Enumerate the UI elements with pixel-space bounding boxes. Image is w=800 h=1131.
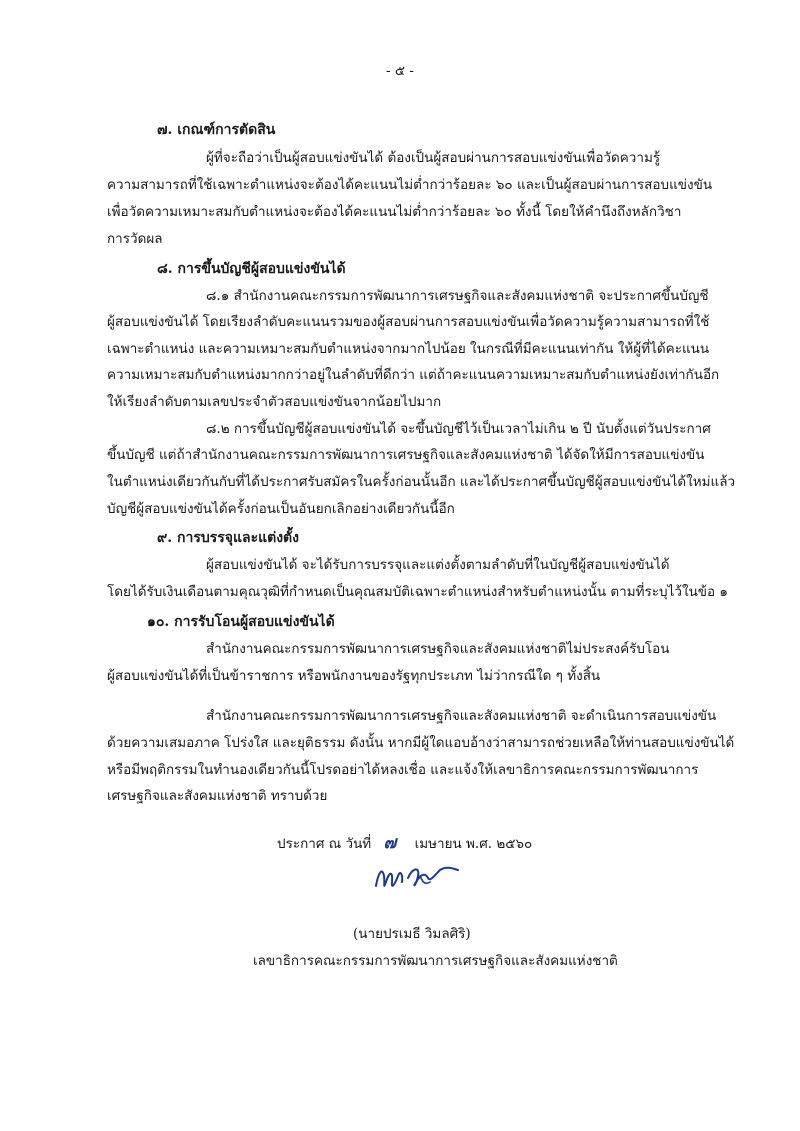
signatory-name: (นายปรเมธี วิมลศิริ)	[353, 926, 471, 942]
announcement-day: ๗	[383, 833, 397, 853]
section-7-line: ผู้ที่จะถือว่าเป็นผู้สอบแข่งขันได้ ต้องเป็นผู้สอบผ่านการสอบแข่งขันเพื่อวัดความรู้	[206, 150, 661, 166]
section-8-1-line: ผู้สอบแข่งขันได้ โดยเรียงลำดับคะแนนรวมของผู้สอบผ่านการสอบแข่งขันเพื่อวัดความรู้ความสามารถที่ใช้	[107, 314, 710, 330]
section-9-line: โดยได้รับเงินเดือนตามคุณวุฒิที่กำหนดเป็นคุณสมบัติเฉพาะตำแหน่งสำหรับตำแหน่งนั้น ตามที่ระบุไว้ในข้อ ๑	[107, 584, 728, 600]
section-10-line: ผู้สอบแข่งขันได้ที่เป็นข้าราชการ หรือพนักงานของรัฐทุกประเภท ไม่ว่ากรณีใด ๆ ทั้งสิ้น	[107, 668, 601, 684]
section-8-2-line: ขึ้นบัญชี แต่ถ้าสำนักงานคณะกรรมการพัฒนาการเศรษฐกิจและสังคมแห่งชาติ ได้จัดให้มีการสอบแข่งขัน	[107, 447, 705, 463]
signature-mark	[368, 852, 468, 904]
closing-line: ด้วยความเสมอภาค โปร่งใส และยุติธรรม ดังนั้น หากมีผู้ใดแอบอ้างว่าสามารถช่วยเหลือให้ท่านสอบแข่งขันได้	[107, 735, 735, 751]
section-10-line: สำนักงานคณะกรรมการพัฒนาการเศรษฐกิจและสังคมแห่งชาติไม่ประสงค์รับโอน	[206, 641, 670, 657]
announcement-date	[277, 834, 532, 853]
section-8-2-line: ในตำแหน่งเดียวกันกับที่ได้ประกาศรับสมัครในครั้งก่อนนั้นอีก และได้ประกาศขึ้นบัญชีผู้สอบแข่งขันได้ใหม่แล้ว	[107, 474, 736, 490]
section-7-line: ความสามารถที่ใช้เฉพาะตำแหน่งจะต้องได้คะแนนไม่ต่ำกว่าร้อยละ ๖๐ และเป็นผู้สอบผ่านการสอบแข่งขัน	[107, 177, 713, 193]
section-8-1-line: ความเหมาะสมกับตำแหน่งมากกว่าอยู่ในลำดับที่ดีกว่า แต่ถ้าคะแนนความเหมาะสมกับตำแหน่งยังเท่ากันอีก	[107, 367, 720, 383]
announcement-month-year: เมษายน พ.ศ. ๒๕๖๐	[414, 836, 533, 852]
closing-line: เศรษฐกิจและสังคมแห่งชาติ ทราบด้วย	[107, 788, 328, 804]
section-9-line: ผู้สอบแข่งขันได้ จะได้รับการบรรจุและแต่งตั้งตามลำดับที่ในบัญชีผู้สอบแข่งขันได้	[206, 557, 670, 573]
section-8-1-line: เฉพาะตำแหน่ง และความเหมาะสมกับตำแหน่งจากมากไปน้อย ในกรณีที่มีคะแนนเท่ากัน ให้ผู้ที่ได้คะแนน	[107, 341, 710, 357]
announcement-prefix: ประกาศ ณ วันที่	[277, 836, 372, 852]
section-7-line: เพื่อวัดความเหมาะสมกับตำแหน่งจะต้องได้คะแนนไม่ต่ำกว่าร้อยละ ๖๐ ทั้งนี้ โดยให้คำนึงถึงหลักวิชา	[107, 204, 682, 220]
section-8-2-line: ๘.๒ การขึ้นบัญชีผู้สอบแข่งขันได้ จะขึ้นบัญชีไว้เป็นเวลาไม่เกิน ๒ ปี นับตั้งแต่วันประกาศ	[206, 421, 711, 437]
closing-line: สำนักงานคณะกรรมการพัฒนาการเศรษฐกิจและสังคมแห่งชาติ จะดำเนินการสอบแข่งขัน	[206, 708, 717, 724]
section-7-heading: ๗. เกณฑ์การตัดสิน	[157, 122, 276, 138]
section-8-heading: ๘. การขึ้นบัญชีผู้สอบแข่งขันได้	[157, 261, 346, 277]
signatory-position: เลขาธิการคณะกรรมการพัฒนาการเศรษฐกิจและสังคมแห่งชาติ	[253, 953, 618, 969]
section-8-1-line: ให้เรียงลำดับตามเลขประจำตัวสอบแข่งขันจากน้อยไปมาก	[107, 394, 442, 410]
section-10-heading: ๑๐. การรับโอนผู้สอบแข่งขันได้	[147, 614, 335, 630]
section-8-2-line: บัญชีผู้สอบแข่งขันได้ครั้งก่อนเป็นอันยกเลิกอย่างเดียวกันนี้อีก	[107, 501, 455, 517]
section-7-line: การวัดผล	[107, 231, 163, 247]
page-number: - ๕ -	[386, 63, 414, 79]
section-8-1-line: ๘.๑ สำนักงานคณะกรรมการพัฒนาการเศรษฐกิจและสังคมแห่งชาติ จะประกาศขึ้นบัญชี	[206, 288, 709, 304]
closing-line: หรือมีพฤติกรรมในทำนองเดียวกันนี้โปรดอย่าได้หลงเชื่อ และแจ้งให้เลขาธิการคณะกรรมการพัฒนาการ	[107, 762, 699, 778]
section-9-heading: ๙. การบรรจุและแต่งตั้ง	[157, 530, 299, 546]
